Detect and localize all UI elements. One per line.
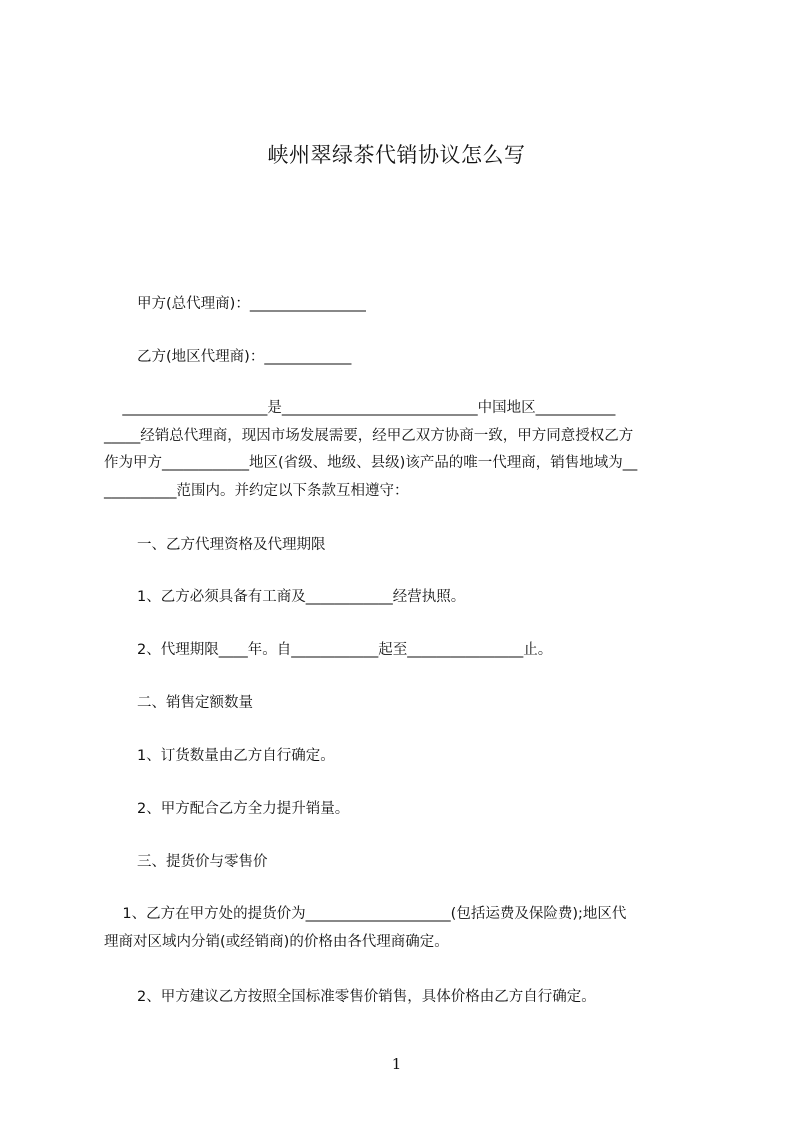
section-1-heading: 一、乙方代理资格及代理期限 [137,537,326,553]
section-1-item-1: 1、乙方必须具备有工商及____________经营执照。 [137,589,466,605]
party-b-line: 乙方(地区代理商)：____________ [137,349,352,365]
page-number: 1 [391,1055,402,1073]
intro-line: ____________________是___________________________中国地区___________ [104,400,616,416]
intro-line: _____经销总代理商，现因市场发展需要，经甲乙双方协商一致，甲方同意授权乙方 [104,427,634,444]
intro-line: 作为甲方____________地区(省级、地级、县级)该产品的唯一代理商，销售地域为__ [104,455,638,471]
intro-line: __________范围内。并约定以下条款互相遵守： [104,482,409,499]
section-2-item-1: 1、订货数量由乙方自行确定。 [137,748,335,764]
party-a-line: 甲方(总代理商)：________________ [137,296,366,312]
section-3-item-1-line: 1、乙方在甲方处的提货价为____________________(包括运费及保险费);地区代 [104,906,627,922]
section-3-item-1-line: 理商对区域内分销(或经销商)的价格由各代理商确定。 [104,933,449,950]
section-1-item-2: 2、代理期限____年。自____________起至________________止。 [137,642,553,658]
intro-paragraph [104,395,704,505]
section-2-heading: 二、销售定额数量 [137,695,253,711]
document-title: 峡州翠绿茶代销协议怎么写 [267,143,526,167]
section-3-heading: 三、提货价与零售价 [137,854,268,870]
section-2-item-2: 2、甲方配合乙方全力提升销量。 [137,801,350,817]
section-3-item-1 [104,901,704,956]
section-3-item-2: 2、甲方建议乙方按照全国标准零售价销售，具体价格由乙方自行确定。 [137,989,596,1005]
